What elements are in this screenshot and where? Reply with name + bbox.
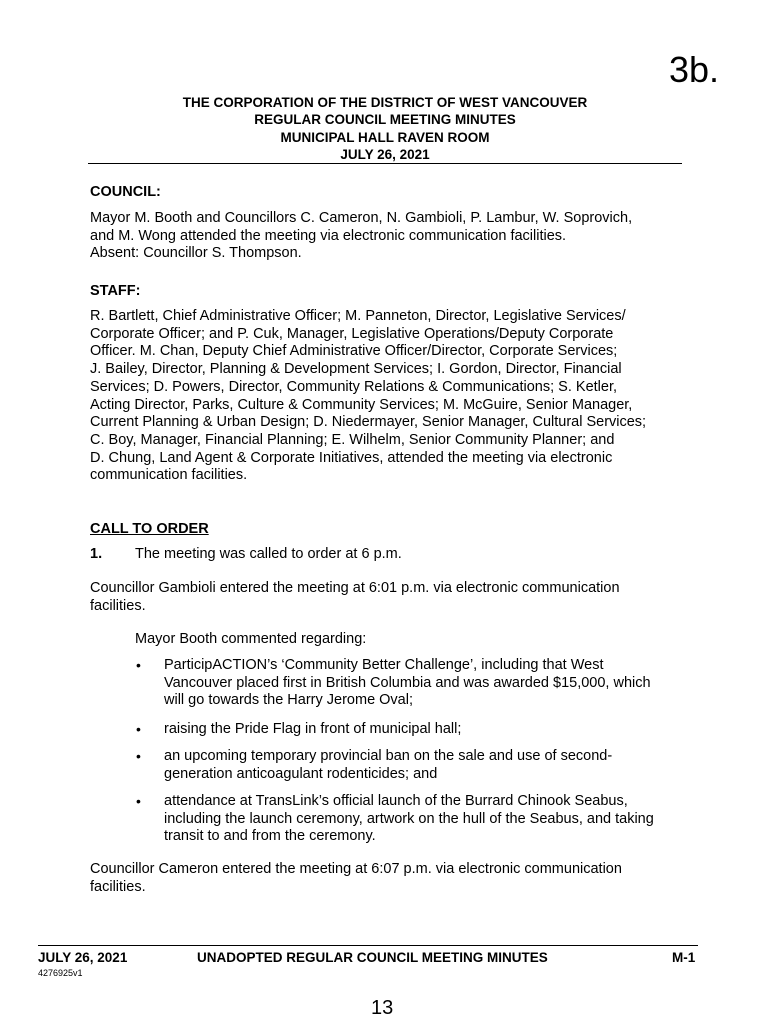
bullet-line: attendance at TransLink’s official launch of the Burrard Chinook Seabus, <box>164 793 628 809</box>
bullet-icon: • <box>136 748 141 764</box>
header-location: MUNICIPAL HALL RAVEN ROOM <box>280 129 490 145</box>
bullet-line: transit to and from the ceremony. <box>164 828 376 845</box>
gambioli-entry-paragraph <box>90 580 690 615</box>
council-absent: Absent: Councillor S. Thompson. <box>90 245 302 262</box>
cameron-line: facilities. <box>90 878 146 895</box>
staff-line: C. Boy, Manager, Financial Planning; E. Wilhelm, Senior Community Planner; and <box>90 431 615 448</box>
page-number: 13 <box>371 997 394 1019</box>
bullet-item <box>164 657 684 710</box>
bullet-line: ParticipACTION’s ‘Community Better Challenge’, including that West <box>164 657 604 673</box>
cameron-line: Councillor Cameron entered the meeting at 6:07 p.m. via electronic communication <box>90 861 622 877</box>
bullet-line: raising the Pride Flag in front of municipal hall; <box>164 721 462 737</box>
document-id: 4276925v1 <box>38 968 83 978</box>
staff-line: R. Bartlett, Chief Administrative Officer; M. Panneton, Director, Legislative Services/ <box>90 308 626 324</box>
footer-title: UNADOPTED REGULAR COUNCIL MEETING MINUTES <box>197 950 548 965</box>
mayor-intro: Mayor Booth commented regarding: <box>135 631 367 647</box>
staff-line: Officer. M. Chan, Deputy Chief Administrative Officer/Director, Corporate Services; <box>90 343 618 360</box>
staff-line: Corporate Officer; and P. Cuk, Manager, Legislative Operations/Deputy Corporate <box>90 325 614 342</box>
staff-line: Current Planning & Urban Design; D. Niedermayer, Senior Manager, Cultural Services; <box>90 414 647 431</box>
header-date: JULY 26, 2021 <box>340 146 430 162</box>
footer-divider <box>38 945 698 946</box>
bullet-line: Vancouver placed first in British Columbia and was awarded $15,000, which <box>164 674 651 691</box>
bullet-item <box>164 721 684 739</box>
bullet-icon: • <box>136 721 141 737</box>
staff-heading: STAFF: <box>90 283 141 299</box>
staff-paragraph <box>90 308 690 485</box>
document-header <box>88 94 682 163</box>
gambioli-line: facilities. <box>90 597 146 614</box>
agenda-item-tag: 3b. <box>669 49 720 90</box>
council-line: and M. Wong attended the meeting via electronic communication facilities. <box>90 227 567 244</box>
bullet-icon: • <box>136 657 141 673</box>
footer-date: JULY 26, 2021 <box>38 950 128 965</box>
header-meeting-type: REGULAR COUNCIL MEETING MINUTES <box>254 112 516 128</box>
cameron-entry-paragraph <box>90 861 690 896</box>
staff-line: communication facilities. <box>90 467 248 484</box>
council-heading: COUNCIL: <box>90 184 161 200</box>
staff-line: J. Bailey, Director, Planning & Development Services; I. Gordon, Director, Financial <box>90 361 622 378</box>
council-line: Mayor M. Booth and Councillors C. Cameron, N. Gambioli, P. Lambur, W. Soprovich, <box>90 210 633 226</box>
staff-line: Services; D. Powers, Director, Community Relations & Communications; S. Ketler, <box>90 378 618 395</box>
header-divider <box>88 163 682 164</box>
bullet-item <box>164 793 684 846</box>
bullet-line: an upcoming temporary provincial ban on the sale and use of second- <box>164 748 613 764</box>
footer-page-code: M-1 <box>672 950 696 965</box>
bullet-line: will go towards the Harry Jerome Oval; <box>164 692 413 709</box>
bullet-line: including the launch ceremony, artwork on the hull of the Seabus, and taking <box>164 810 654 827</box>
bullet-item <box>164 748 684 783</box>
call-to-order-heading: CALL TO ORDER <box>90 521 209 537</box>
item-number: 1. <box>90 546 103 562</box>
item-text: The meeting was called to order at 6 p.m. <box>135 546 402 562</box>
header-organization: THE CORPORATION OF THE DISTRICT OF WEST VANCOUVER <box>182 95 588 110</box>
bullet-line: generation anticoagulant rodenticides; and <box>164 765 438 782</box>
bullet-icon: • <box>136 793 141 809</box>
council-paragraph <box>90 210 690 263</box>
gambioli-line: Councillor Gambioli entered the meeting at 6:01 p.m. via electronic communication <box>90 580 620 596</box>
staff-line: Acting Director, Parks, Culture & Community Services; M. McGuire, Senior Manager, <box>90 396 633 413</box>
staff-line: D. Chung, Land Agent & Corporate Initiatives, attended the meeting via electronic <box>90 449 613 466</box>
